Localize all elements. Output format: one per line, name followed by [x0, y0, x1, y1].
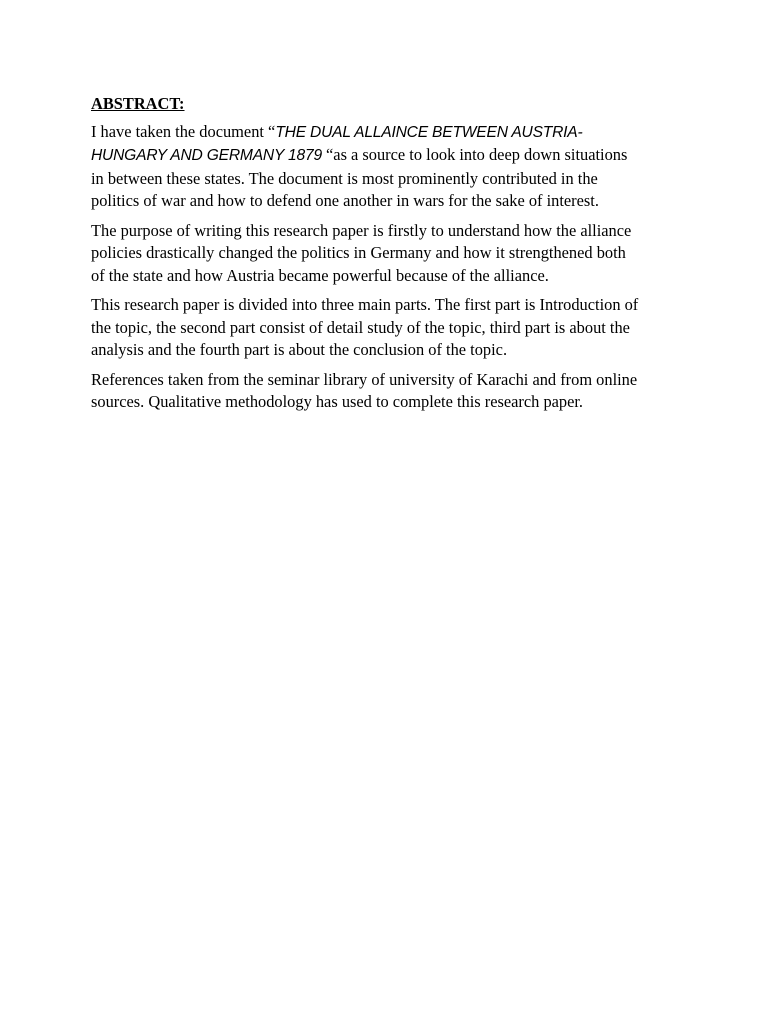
- paragraph-line: politics of war and how to defend one another in wars for the sake of interest.: [91, 191, 599, 210]
- document-title-italic: HUNGARY AND GERMANY 1879: [91, 147, 322, 164]
- paragraph-line: [91, 121, 681, 145]
- paragraph-purpose: [91, 220, 681, 288]
- paragraph-line: in between these states. The document is most prominently contributed in the: [91, 168, 598, 188]
- paragraph-references: [91, 369, 681, 414]
- paragraph-line: This research paper is divided into three main parts. The first part is Introduction of: [91, 295, 639, 314]
- paragraph-source: [91, 121, 681, 213]
- paragraph-line: policies drastically changed the politics in Germany and how it strengthened both: [91, 243, 626, 262]
- paragraph-line: of the state and how Austria became powerful because of the alliance.: [91, 265, 549, 285]
- document-page: [91, 93, 681, 421]
- text-run: “as a source to look into deep down situations: [321, 145, 628, 164]
- document-title-italic: THE DUAL ALLAINCE BETWEEN AUSTRIA-: [275, 123, 583, 141]
- text-run: I have taken the document “: [91, 121, 276, 141]
- paragraph-line: analysis and the fourth part is about the conclusion of the topic.: [91, 340, 508, 359]
- paragraph-structure: [91, 294, 681, 362]
- abstract-heading: ABSTRACT:: [91, 94, 185, 113]
- paragraph-line: [91, 144, 681, 168]
- paragraph-line: the topic, the second part consist of detail study of the topic, third part is about the: [91, 317, 630, 337]
- paragraph-line: References taken from the seminar library of university of Karachi and from online: [91, 369, 638, 389]
- paragraph-line: The purpose of writing this research paper is firstly to understand how the alliance: [91, 220, 632, 240]
- paragraph-line: sources. Qualitative methodology has used to complete this research paper.: [91, 392, 584, 411]
